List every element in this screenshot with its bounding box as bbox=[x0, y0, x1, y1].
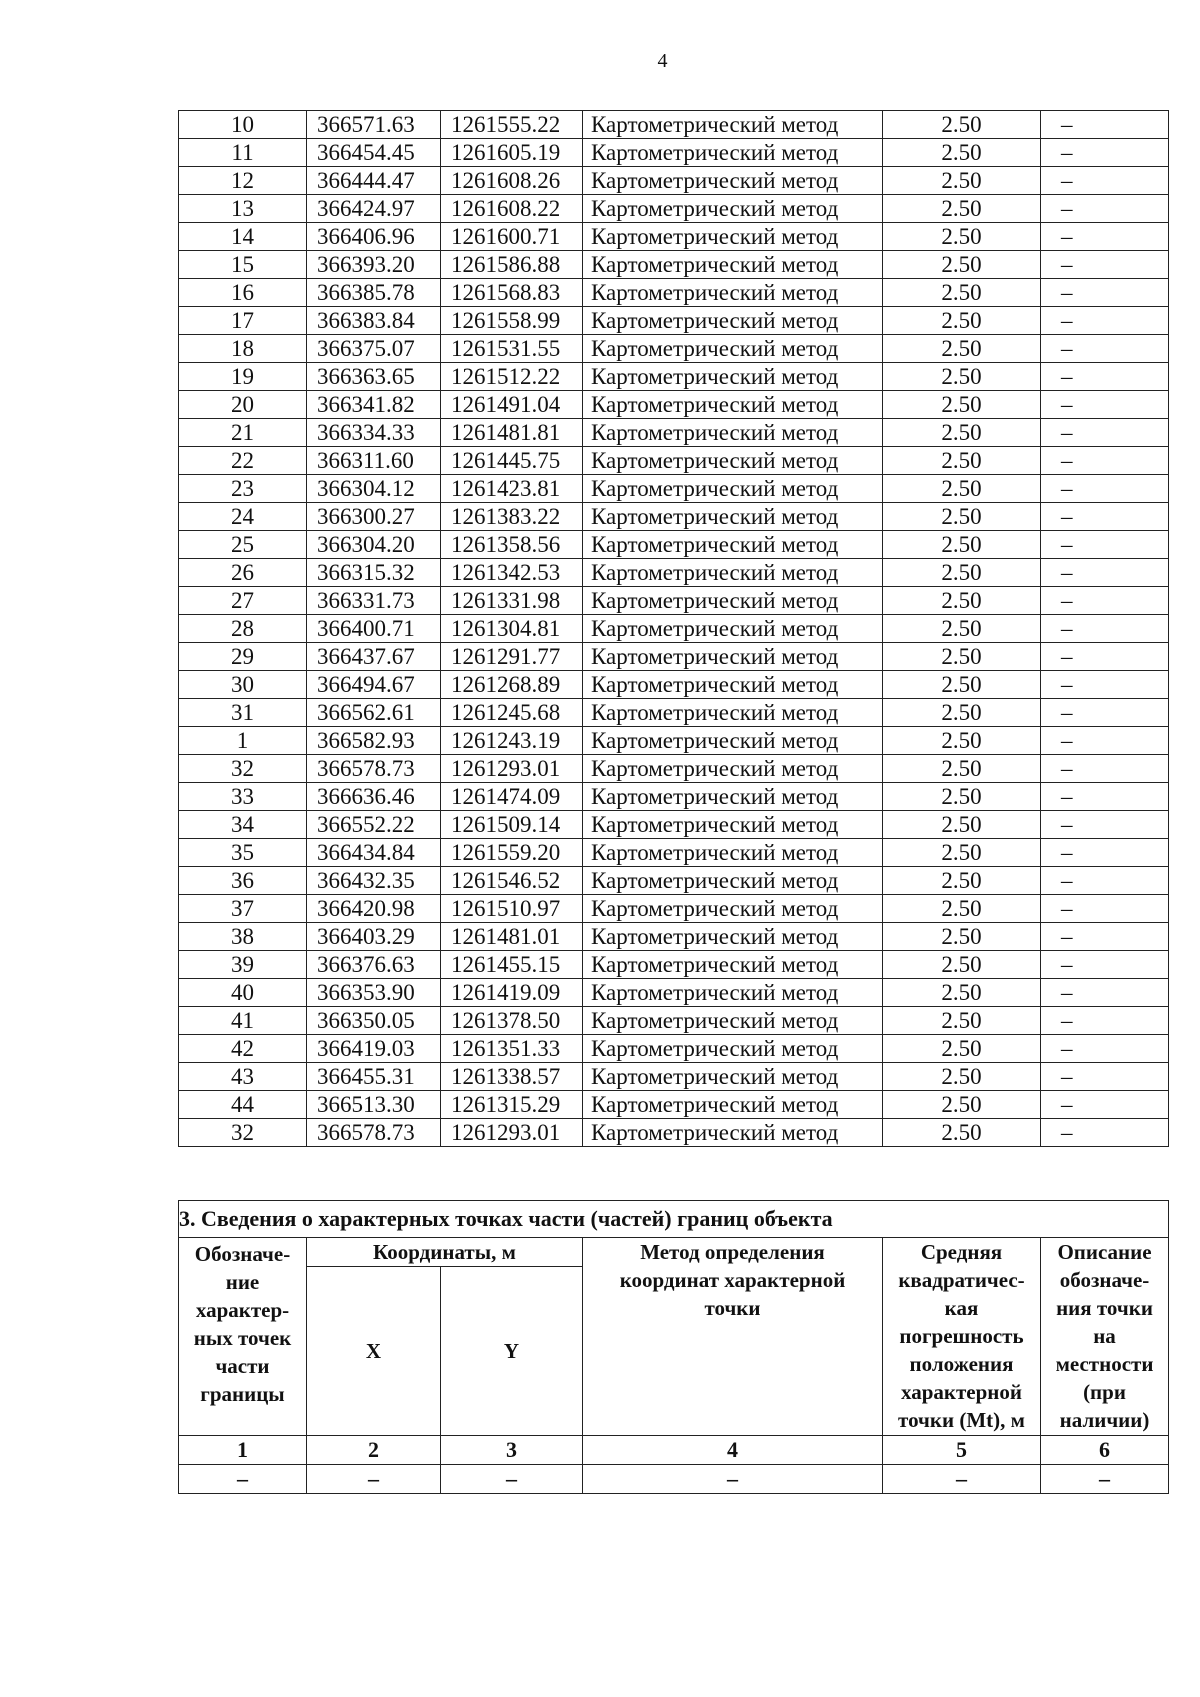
point-number-cell: 41 bbox=[179, 1007, 307, 1035]
table-row bbox=[179, 699, 1169, 727]
point-number-cell: 15 bbox=[179, 251, 307, 279]
error-cell: 2.50 bbox=[883, 195, 1041, 223]
column-number: 6 bbox=[1041, 1436, 1169, 1465]
error-cell: 2.50 bbox=[883, 895, 1041, 923]
method-cell: Картометрический метод bbox=[583, 251, 883, 279]
x-coordinate-cell: 366494.67 bbox=[307, 671, 441, 699]
x-coordinate-cell: 366331.73 bbox=[307, 587, 441, 615]
y-coordinate-cell: 1261293.01 bbox=[441, 1119, 583, 1147]
table-row bbox=[179, 531, 1169, 559]
x-coordinate-cell: 366300.27 bbox=[307, 503, 441, 531]
description-cell: – bbox=[1041, 447, 1169, 475]
description-cell: – bbox=[1041, 783, 1169, 811]
y-coordinate-cell: 1261605.19 bbox=[441, 139, 583, 167]
error-cell: 2.50 bbox=[883, 335, 1041, 363]
error-cell: 2.50 bbox=[883, 1091, 1041, 1119]
x-coordinate-cell: 366444.47 bbox=[307, 167, 441, 195]
description-cell: – bbox=[1041, 867, 1169, 895]
point-number-cell: 10 bbox=[179, 111, 307, 139]
x-coordinate-cell: 366334.33 bbox=[307, 419, 441, 447]
x-coordinate-cell: 366578.73 bbox=[307, 1119, 441, 1147]
header-designation: Обозначе- ние характер- ных точек части границы bbox=[179, 1238, 307, 1436]
table-row bbox=[179, 783, 1169, 811]
table-row bbox=[179, 1119, 1169, 1147]
header-method: Метод определения координат характерной точки bbox=[583, 1238, 883, 1436]
description-cell: – bbox=[1041, 363, 1169, 391]
description-cell: – bbox=[1041, 699, 1169, 727]
x-coordinate-cell: 366636.46 bbox=[307, 783, 441, 811]
x-coordinate-cell: 366403.29 bbox=[307, 923, 441, 951]
y-coordinate-cell: 1261331.98 bbox=[441, 587, 583, 615]
point-number-cell: 43 bbox=[179, 1063, 307, 1091]
method-cell: Картометрический метод bbox=[583, 951, 883, 979]
error-cell: 2.50 bbox=[883, 1035, 1041, 1063]
y-coordinate-cell: 1261358.56 bbox=[441, 531, 583, 559]
y-coordinate-cell: 1261600.71 bbox=[441, 223, 583, 251]
method-cell: Картометрический метод bbox=[583, 895, 883, 923]
header-y: Y bbox=[441, 1267, 583, 1436]
point-number-cell: 31 bbox=[179, 699, 307, 727]
y-coordinate-cell: 1261268.89 bbox=[441, 671, 583, 699]
method-cell: Картометрический метод bbox=[583, 475, 883, 503]
x-coordinate-cell: 366562.61 bbox=[307, 699, 441, 727]
x-coordinate-cell: 366578.73 bbox=[307, 755, 441, 783]
section3-title: 3. Сведения о характерных точках части (частей) границ объекта bbox=[179, 1201, 1169, 1238]
point-number-cell: 14 bbox=[179, 223, 307, 251]
table-row bbox=[179, 279, 1169, 307]
point-number-cell: 36 bbox=[179, 867, 307, 895]
table-row bbox=[179, 559, 1169, 587]
y-coordinate-cell: 1261586.88 bbox=[441, 251, 583, 279]
x-coordinate-cell: 366304.12 bbox=[307, 475, 441, 503]
point-number-cell: 32 bbox=[179, 755, 307, 783]
table-row bbox=[179, 167, 1169, 195]
y-coordinate-cell: 1261558.99 bbox=[441, 307, 583, 335]
table-row bbox=[179, 1007, 1169, 1035]
x-coordinate-cell: 366376.63 bbox=[307, 951, 441, 979]
description-cell: – bbox=[1041, 839, 1169, 867]
point-number-cell: 28 bbox=[179, 615, 307, 643]
table-row bbox=[179, 587, 1169, 615]
point-number-cell: 24 bbox=[179, 503, 307, 531]
table-row bbox=[179, 951, 1169, 979]
description-cell: – bbox=[1041, 223, 1169, 251]
empty-cell: – bbox=[583, 1465, 883, 1494]
point-number-cell: 1 bbox=[179, 727, 307, 755]
description-cell: – bbox=[1041, 811, 1169, 839]
method-cell: Картометрический метод bbox=[583, 1007, 883, 1035]
point-number-cell: 17 bbox=[179, 307, 307, 335]
description-cell: – bbox=[1041, 251, 1169, 279]
error-cell: 2.50 bbox=[883, 1063, 1041, 1091]
method-cell: Картометрический метод bbox=[583, 195, 883, 223]
y-coordinate-cell: 1261509.14 bbox=[441, 811, 583, 839]
column-number: 2 bbox=[307, 1436, 441, 1465]
method-cell: Картометрический метод bbox=[583, 419, 883, 447]
method-cell: Картометрический метод bbox=[583, 223, 883, 251]
table-row bbox=[179, 419, 1169, 447]
y-coordinate-cell: 1261304.81 bbox=[441, 615, 583, 643]
error-cell: 2.50 bbox=[883, 951, 1041, 979]
point-number-cell: 26 bbox=[179, 559, 307, 587]
y-coordinate-cell: 1261531.55 bbox=[441, 335, 583, 363]
description-cell: – bbox=[1041, 559, 1169, 587]
table-row bbox=[179, 503, 1169, 531]
x-coordinate-cell: 366552.22 bbox=[307, 811, 441, 839]
error-cell: 2.50 bbox=[883, 615, 1041, 643]
method-cell: Картометрический метод bbox=[583, 139, 883, 167]
description-cell: – bbox=[1041, 531, 1169, 559]
description-cell: – bbox=[1041, 587, 1169, 615]
point-number-cell: 40 bbox=[179, 979, 307, 1007]
page-number: 4 bbox=[657, 50, 668, 72]
error-cell: 2.50 bbox=[883, 755, 1041, 783]
y-coordinate-cell: 1261555.22 bbox=[441, 111, 583, 139]
method-cell: Картометрический метод bbox=[583, 615, 883, 643]
point-number-cell: 42 bbox=[179, 1035, 307, 1063]
point-number-cell: 39 bbox=[179, 951, 307, 979]
method-cell: Картометрический метод bbox=[583, 335, 883, 363]
x-coordinate-cell: 366353.90 bbox=[307, 979, 441, 1007]
y-coordinate-cell: 1261423.81 bbox=[441, 475, 583, 503]
method-cell: Картометрический метод bbox=[583, 391, 883, 419]
error-cell: 2.50 bbox=[883, 307, 1041, 335]
error-cell: 2.50 bbox=[883, 811, 1041, 839]
table-row bbox=[179, 979, 1169, 1007]
y-coordinate-cell: 1261351.33 bbox=[441, 1035, 583, 1063]
description-cell: – bbox=[1041, 475, 1169, 503]
error-cell: 2.50 bbox=[883, 867, 1041, 895]
description-cell: – bbox=[1041, 1007, 1169, 1035]
y-coordinate-cell: 1261245.68 bbox=[441, 699, 583, 727]
header-description: Описание обозначе- ния точки на местности (при наличии) bbox=[1041, 1238, 1169, 1436]
y-coordinate-cell: 1261510.97 bbox=[441, 895, 583, 923]
method-cell: Картометрический метод bbox=[583, 699, 883, 727]
method-cell: Картометрический метод bbox=[583, 587, 883, 615]
x-coordinate-cell: 366385.78 bbox=[307, 279, 441, 307]
error-cell: 2.50 bbox=[883, 923, 1041, 951]
error-cell: 2.50 bbox=[883, 167, 1041, 195]
x-coordinate-cell: 366434.84 bbox=[307, 839, 441, 867]
description-cell: – bbox=[1041, 503, 1169, 531]
method-cell: Картометрический метод bbox=[583, 447, 883, 475]
method-cell: Картометрический метод bbox=[583, 671, 883, 699]
column-number: 4 bbox=[583, 1436, 883, 1465]
x-coordinate-cell: 366420.98 bbox=[307, 895, 441, 923]
error-cell: 2.50 bbox=[883, 1119, 1041, 1147]
point-number-cell: 23 bbox=[179, 475, 307, 503]
error-cell: 2.50 bbox=[883, 503, 1041, 531]
point-number-cell: 22 bbox=[179, 447, 307, 475]
point-number-cell: 37 bbox=[179, 895, 307, 923]
y-coordinate-cell: 1261293.01 bbox=[441, 755, 583, 783]
description-cell: – bbox=[1041, 139, 1169, 167]
method-cell: Картометрический метод bbox=[583, 643, 883, 671]
y-coordinate-cell: 1261491.04 bbox=[441, 391, 583, 419]
error-cell: 2.50 bbox=[883, 727, 1041, 755]
y-coordinate-cell: 1261481.81 bbox=[441, 419, 583, 447]
point-number-cell: 38 bbox=[179, 923, 307, 951]
y-coordinate-cell: 1261608.26 bbox=[441, 167, 583, 195]
x-coordinate-cell: 366419.03 bbox=[307, 1035, 441, 1063]
description-cell: – bbox=[1041, 895, 1169, 923]
y-coordinate-cell: 1261455.15 bbox=[441, 951, 583, 979]
x-coordinate-cell: 366432.35 bbox=[307, 867, 441, 895]
table-row bbox=[179, 335, 1169, 363]
table-row bbox=[179, 867, 1169, 895]
y-coordinate-cell: 1261512.22 bbox=[441, 363, 583, 391]
method-cell: Картометрический метод bbox=[583, 783, 883, 811]
error-cell: 2.50 bbox=[883, 279, 1041, 307]
empty-cell: – bbox=[179, 1465, 307, 1494]
error-cell: 2.50 bbox=[883, 111, 1041, 139]
method-cell: Картометрический метод bbox=[583, 279, 883, 307]
header-x: X bbox=[307, 1267, 441, 1436]
error-cell: 2.50 bbox=[883, 643, 1041, 671]
empty-cell: – bbox=[441, 1465, 583, 1494]
error-cell: 2.50 bbox=[883, 531, 1041, 559]
y-coordinate-cell: 1261546.52 bbox=[441, 867, 583, 895]
header-error: Средняя квадратичес- кая погрешность положения характерной точки (Mt), м bbox=[883, 1238, 1041, 1436]
x-coordinate-cell: 366406.96 bbox=[307, 223, 441, 251]
method-cell: Картометрический метод bbox=[583, 839, 883, 867]
y-coordinate-cell: 1261608.22 bbox=[441, 195, 583, 223]
method-cell: Картометрический метод bbox=[583, 979, 883, 1007]
y-coordinate-cell: 1261559.20 bbox=[441, 839, 583, 867]
x-coordinate-cell: 366571.63 bbox=[307, 111, 441, 139]
table-row bbox=[179, 923, 1169, 951]
error-cell: 2.50 bbox=[883, 419, 1041, 447]
point-number-cell: 21 bbox=[179, 419, 307, 447]
method-cell: Картометрический метод bbox=[583, 923, 883, 951]
x-coordinate-cell: 366455.31 bbox=[307, 1063, 441, 1091]
description-cell: – bbox=[1041, 167, 1169, 195]
error-cell: 2.50 bbox=[883, 363, 1041, 391]
coordinates-table bbox=[178, 110, 1169, 1147]
table-row bbox=[179, 475, 1169, 503]
error-cell: 2.50 bbox=[883, 587, 1041, 615]
description-cell: – bbox=[1041, 1091, 1169, 1119]
point-number-cell: 25 bbox=[179, 531, 307, 559]
method-cell: Картометрический метод bbox=[583, 503, 883, 531]
table-row bbox=[179, 363, 1169, 391]
header-coordinates: Координаты, м bbox=[307, 1238, 583, 1267]
point-number-cell: 34 bbox=[179, 811, 307, 839]
column-number: 1 bbox=[179, 1436, 307, 1465]
point-number-cell: 32 bbox=[179, 1119, 307, 1147]
description-cell: – bbox=[1041, 951, 1169, 979]
error-cell: 2.50 bbox=[883, 671, 1041, 699]
description-cell: – bbox=[1041, 643, 1169, 671]
empty-cell: – bbox=[307, 1465, 441, 1494]
x-coordinate-cell: 366454.45 bbox=[307, 139, 441, 167]
x-coordinate-cell: 366582.93 bbox=[307, 727, 441, 755]
table-row bbox=[179, 139, 1169, 167]
description-cell: – bbox=[1041, 1063, 1169, 1091]
method-cell: Картометрический метод bbox=[583, 1063, 883, 1091]
y-coordinate-cell: 1261445.75 bbox=[441, 447, 583, 475]
y-coordinate-cell: 1261291.77 bbox=[441, 643, 583, 671]
table-row bbox=[179, 811, 1169, 839]
table-row bbox=[179, 447, 1169, 475]
method-cell: Картометрический метод bbox=[583, 307, 883, 335]
table-row bbox=[179, 251, 1169, 279]
column-number: 3 bbox=[441, 1436, 583, 1465]
method-cell: Картометрический метод bbox=[583, 1091, 883, 1119]
error-cell: 2.50 bbox=[883, 139, 1041, 167]
method-cell: Картометрический метод bbox=[583, 363, 883, 391]
y-coordinate-cell: 1261474.09 bbox=[441, 783, 583, 811]
table-row bbox=[179, 1035, 1169, 1063]
table-row bbox=[179, 223, 1169, 251]
point-number-cell: 30 bbox=[179, 671, 307, 699]
point-number-cell: 44 bbox=[179, 1091, 307, 1119]
error-cell: 2.50 bbox=[883, 839, 1041, 867]
description-cell: – bbox=[1041, 923, 1169, 951]
error-cell: 2.50 bbox=[883, 979, 1041, 1007]
y-coordinate-cell: 1261338.57 bbox=[441, 1063, 583, 1091]
table-row bbox=[179, 111, 1169, 139]
description-cell: – bbox=[1041, 979, 1169, 1007]
x-coordinate-cell: 366424.97 bbox=[307, 195, 441, 223]
y-coordinate-cell: 1261315.29 bbox=[441, 1091, 583, 1119]
y-coordinate-cell: 1261568.83 bbox=[441, 279, 583, 307]
point-number-cell: 12 bbox=[179, 167, 307, 195]
x-coordinate-cell: 366437.67 bbox=[307, 643, 441, 671]
x-coordinate-cell: 366304.20 bbox=[307, 531, 441, 559]
x-coordinate-cell: 366383.84 bbox=[307, 307, 441, 335]
method-cell: Картометрический метод bbox=[583, 111, 883, 139]
description-cell: – bbox=[1041, 755, 1169, 783]
table-row bbox=[179, 895, 1169, 923]
error-cell: 2.50 bbox=[883, 783, 1041, 811]
error-cell: 2.50 bbox=[883, 699, 1041, 727]
y-coordinate-cell: 1261481.01 bbox=[441, 923, 583, 951]
x-coordinate-cell: 366350.05 bbox=[307, 1007, 441, 1035]
method-cell: Картометрический метод bbox=[583, 559, 883, 587]
method-cell: Картометрический метод bbox=[583, 167, 883, 195]
point-number-cell: 13 bbox=[179, 195, 307, 223]
description-cell: – bbox=[1041, 1119, 1169, 1147]
method-cell: Картометрический метод bbox=[583, 867, 883, 895]
point-number-cell: 33 bbox=[179, 783, 307, 811]
error-cell: 2.50 bbox=[883, 559, 1041, 587]
point-number-cell: 29 bbox=[179, 643, 307, 671]
point-number-cell: 11 bbox=[179, 139, 307, 167]
table-row bbox=[179, 839, 1169, 867]
description-cell: – bbox=[1041, 335, 1169, 363]
table-row bbox=[179, 307, 1169, 335]
empty-cell: – bbox=[1041, 1465, 1169, 1494]
method-cell: Картометрический метод bbox=[583, 1035, 883, 1063]
section3-table bbox=[178, 1200, 1169, 1494]
description-cell: – bbox=[1041, 195, 1169, 223]
empty-cell: – bbox=[883, 1465, 1041, 1494]
table-row bbox=[179, 643, 1169, 671]
error-cell: 2.50 bbox=[883, 223, 1041, 251]
method-cell: Картометрический метод bbox=[583, 727, 883, 755]
column-number: 5 bbox=[883, 1436, 1041, 1465]
error-cell: 2.50 bbox=[883, 475, 1041, 503]
point-number-cell: 16 bbox=[179, 279, 307, 307]
description-cell: – bbox=[1041, 391, 1169, 419]
x-coordinate-cell: 366513.30 bbox=[307, 1091, 441, 1119]
point-number-cell: 20 bbox=[179, 391, 307, 419]
y-coordinate-cell: 1261419.09 bbox=[441, 979, 583, 1007]
description-cell: – bbox=[1041, 727, 1169, 755]
table-row bbox=[179, 671, 1169, 699]
table-row bbox=[179, 615, 1169, 643]
y-coordinate-cell: 1261243.19 bbox=[441, 727, 583, 755]
point-number-cell: 19 bbox=[179, 363, 307, 391]
x-coordinate-cell: 366363.65 bbox=[307, 363, 441, 391]
x-coordinate-cell: 366393.20 bbox=[307, 251, 441, 279]
description-cell: – bbox=[1041, 307, 1169, 335]
description-cell: – bbox=[1041, 671, 1169, 699]
x-coordinate-cell: 366341.82 bbox=[307, 391, 441, 419]
error-cell: 2.50 bbox=[883, 447, 1041, 475]
y-coordinate-cell: 1261383.22 bbox=[441, 503, 583, 531]
y-coordinate-cell: 1261342.53 bbox=[441, 559, 583, 587]
table-row bbox=[179, 391, 1169, 419]
error-cell: 2.50 bbox=[883, 391, 1041, 419]
description-cell: – bbox=[1041, 1035, 1169, 1063]
method-cell: Картометрический метод bbox=[583, 811, 883, 839]
error-cell: 2.50 bbox=[883, 251, 1041, 279]
point-number-cell: 35 bbox=[179, 839, 307, 867]
method-cell: Картометрический метод bbox=[583, 1119, 883, 1147]
error-cell: 2.50 bbox=[883, 1007, 1041, 1035]
x-coordinate-cell: 366375.07 bbox=[307, 335, 441, 363]
point-number-cell: 27 bbox=[179, 587, 307, 615]
x-coordinate-cell: 366311.60 bbox=[307, 447, 441, 475]
table-row bbox=[179, 195, 1169, 223]
description-cell: – bbox=[1041, 111, 1169, 139]
point-number-cell: 18 bbox=[179, 335, 307, 363]
table-row bbox=[179, 1063, 1169, 1091]
x-coordinate-cell: 366400.71 bbox=[307, 615, 441, 643]
y-coordinate-cell: 1261378.50 bbox=[441, 1007, 583, 1035]
table-row bbox=[179, 755, 1169, 783]
table-row bbox=[179, 727, 1169, 755]
description-cell: – bbox=[1041, 615, 1169, 643]
table-row bbox=[179, 1091, 1169, 1119]
description-cell: – bbox=[1041, 279, 1169, 307]
x-coordinate-cell: 366315.32 bbox=[307, 559, 441, 587]
description-cell: – bbox=[1041, 419, 1169, 447]
method-cell: Картометрический метод bbox=[583, 531, 883, 559]
method-cell: Картометрический метод bbox=[583, 755, 883, 783]
